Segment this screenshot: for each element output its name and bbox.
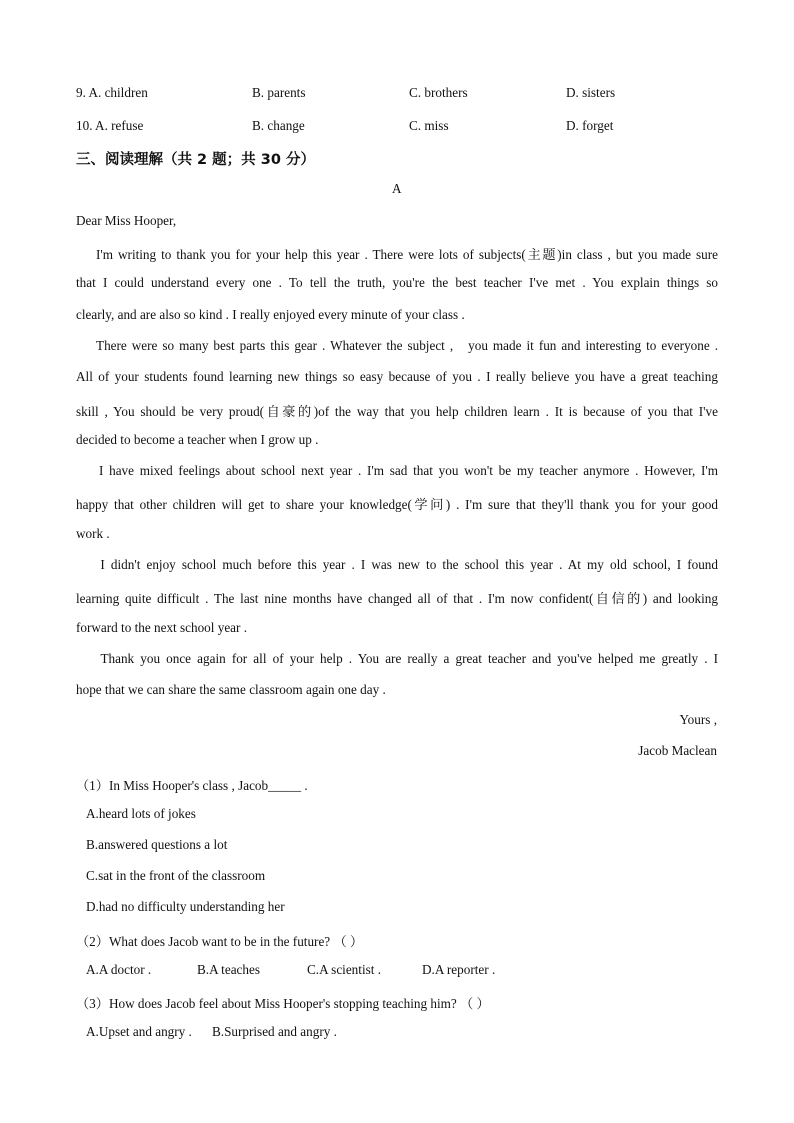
letter-line: All of your students found learning new things so easy because of you . I really believe you have a great teaching <box>76 369 718 385</box>
question-3-stem: （3）How does Jacob feel about Miss Hooper's stopping teaching him? （ ） <box>76 996 490 1011</box>
letter-line: I have mixed feelings about school next year . I'm sad that you won't be my teacher anymore . However, I'm <box>76 463 719 479</box>
question-1-choice-d[interactable]: D.had no difficulty understanding her <box>86 899 285 914</box>
question-1-choice-b[interactable]: B.answered questions a lot <box>86 837 228 852</box>
question-3-choice-b[interactable]: B.Surprised and angry . <box>212 1024 337 1039</box>
option-10a: 10. A. refuse <box>76 118 144 133</box>
letter-signature: Jacob Maclean <box>638 743 717 758</box>
letter-line: hope that we can share the same classroom again one day . <box>76 682 386 698</box>
option-10d: D. forget <box>566 118 614 133</box>
letter-line: I'm writing to thank you for your help this year . There were lots of subjects(主题)in class , but you made sure <box>76 247 718 262</box>
option-9d: D. sisters <box>566 85 616 100</box>
question-1-choice-c[interactable]: C.sat in the front of the classroom <box>86 868 266 883</box>
letter-line: skill , You should be very proud(自豪的)of the way that you help children learn . It is because of you that I've <box>76 403 718 419</box>
letter-line: There were so many best parts this gear . Whatever the subject , you made it fun and interesting to everyone . <box>76 337 719 353</box>
question-2-choice-b[interactable]: B.A teaches <box>197 962 260 977</box>
question-1-stem: （1）In Miss Hooper's class , Jacob_____ . <box>76 778 308 793</box>
question-2-choice-c[interactable]: C.A scientist . <box>307 962 381 977</box>
letter-line: decided to become a teacher when I grow up . <box>76 431 319 447</box>
letter-line: happy that other children will get to share your knowledge(学问) . I'm sure that they'll thank you for your good <box>76 497 718 513</box>
question-2-choice-a[interactable]: A.A doctor . <box>86 962 152 977</box>
letter-line: work . <box>76 525 110 541</box>
letter-line: I didn't enjoy school much before this year . I was new to the school this year . At my old school, I found <box>76 557 718 572</box>
question-3-choice-a[interactable]: A.Upset and angry . <box>86 1024 192 1039</box>
letter-closing: Yours , <box>679 712 717 727</box>
options-row-9 <box>76 85 736 105</box>
option-10c: C. miss <box>409 118 449 133</box>
letter-line: clearly, and are also so kind . I really enjoyed every minute of your class . <box>76 306 465 322</box>
letter-line: forward to the next school year . <box>76 619 248 635</box>
question-2-stem: （2）What does Jacob want to be in the future? （ ） <box>76 934 364 949</box>
question-1-choice-a[interactable]: A.heard lots of jokes <box>86 806 196 821</box>
letter-line: learning quite difficult . The last nine months have changed all of that . I'm now confident(自信的) and looking <box>76 591 718 607</box>
options-row-10 <box>76 118 736 138</box>
section-heading: 三、阅读理解（共 2 题；共 30 分） <box>76 152 315 168</box>
letter-greeting: Dear Miss Hooper, <box>76 213 177 228</box>
option-10b: B. change <box>252 118 305 133</box>
option-9b: B. parents <box>252 85 306 100</box>
letter-line: that I could understand every one . To tell the truth, you're the best teacher I've met . You explain things so <box>76 275 718 291</box>
letter-line: Thank you once again for all of your help . You are really a great teacher and you've helped me greatly . I <box>76 650 719 666</box>
option-9c: C. brothers <box>409 85 468 100</box>
option-9a: 9. A. children <box>76 85 148 100</box>
question-2-choice-d[interactable]: D.A reporter . <box>422 962 496 977</box>
passage-label: A <box>392 181 402 196</box>
